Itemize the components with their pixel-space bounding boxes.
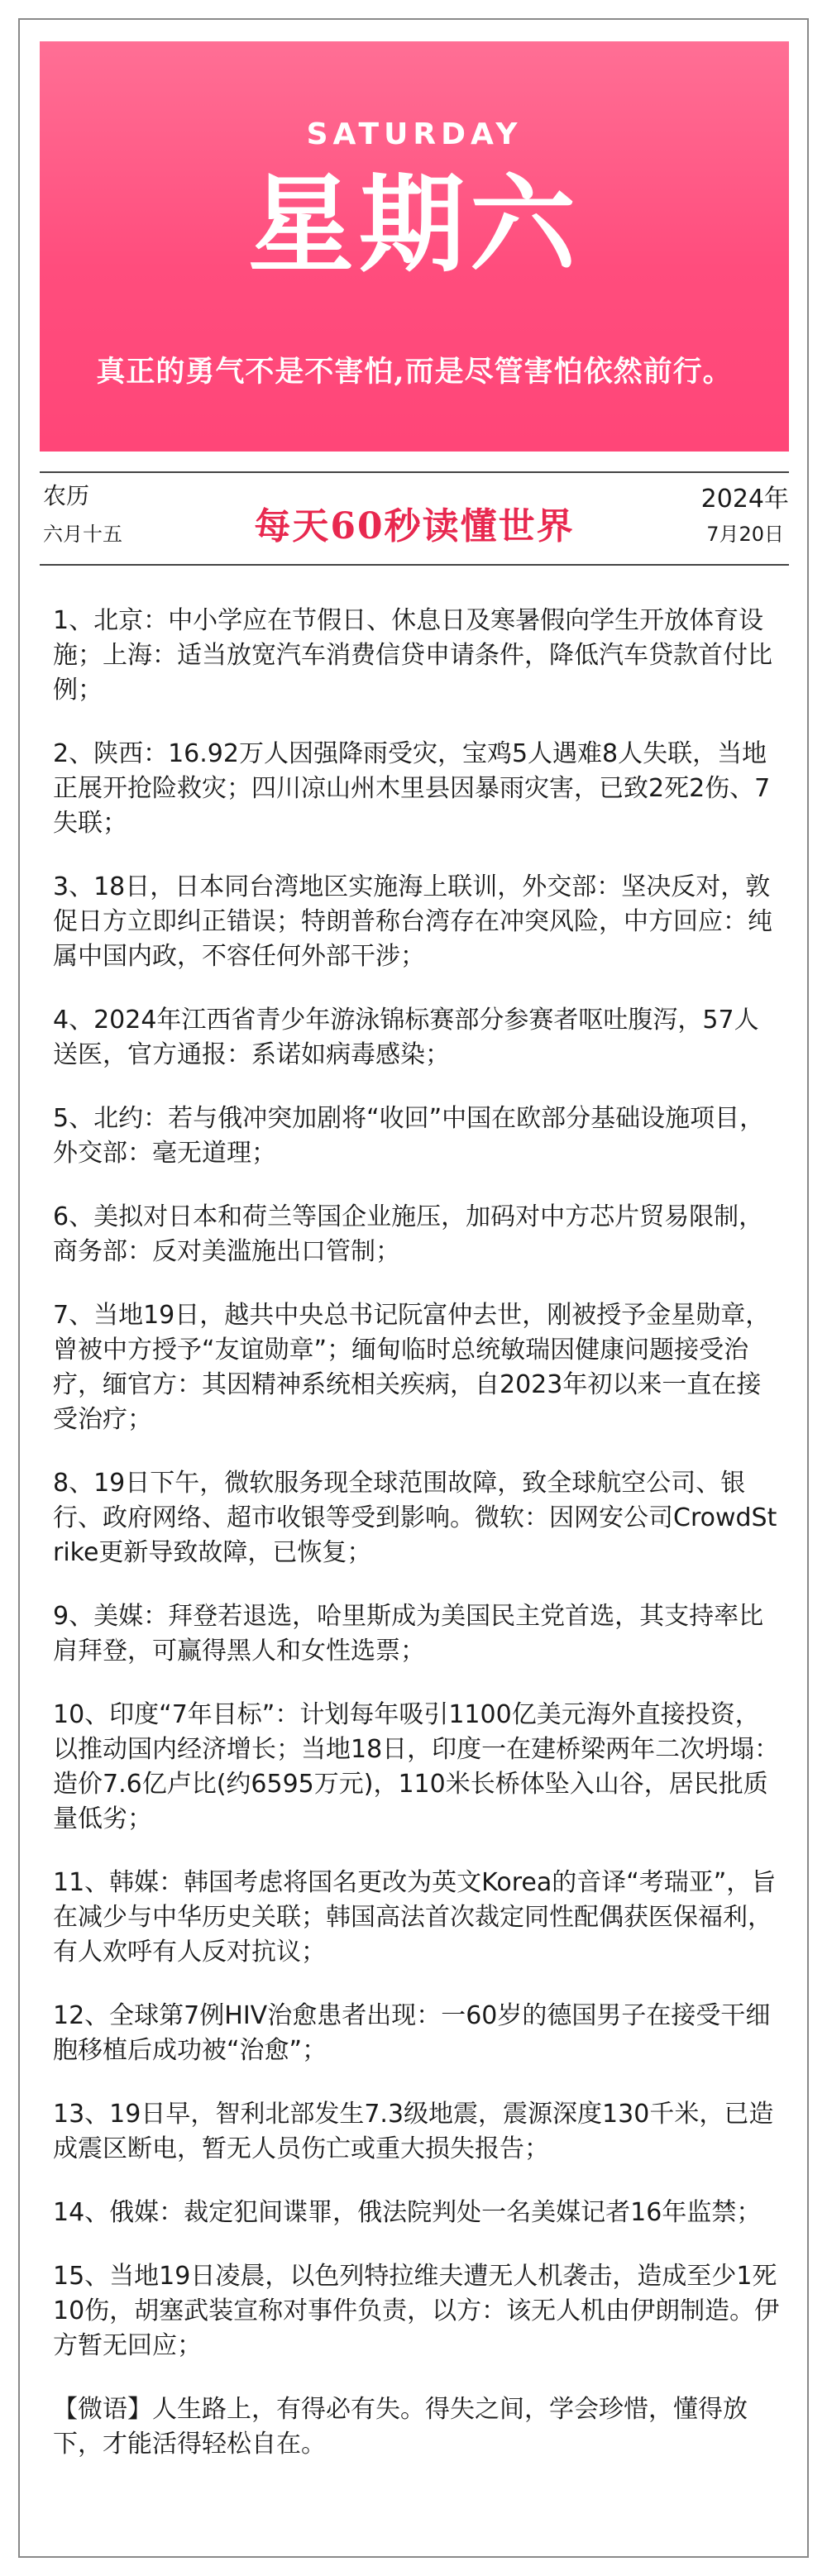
header-divider-top (40, 471, 789, 473)
news-list (53, 604, 781, 2491)
year-label: 2024年 (700, 485, 789, 514)
closing-quote: 【微语】人生路上，有得必有失。得失之间，学会珍惜，懂得放下，才能活得轻松自在。 (53, 2395, 748, 2459)
news-item: 8、19日下午，微软服务现全球范围故障，致全球航空公司、银行、政府网络、超市收银等受到影响。微软：因网安公司CrowdStrike更新导致故障，已恢复； (53, 1469, 777, 1567)
weekday-chinese: 星期六 (247, 164, 581, 287)
news-item: 11、韩媒：韩国考虑将国名更改为英文Korea的音译“考瑞亚”，旨在减少与中华历史关联；韩国高法首次裁定同性配偶获医保福利，有人欢呼有人反对抗议； (53, 1868, 777, 1967)
news-item: 12、全球第7例HIV治愈患者出现：一60岁的德国男子在接受干细胞移植后成功被“治愈”； (53, 2001, 771, 2065)
news-item: 10、印度“7年目标”：计划每年吸引1100亿美元海外直接投资，以推动国内经济增长；当地18日，印度一在建桥梁两年二次坍塌：造价7.6亿卢比(约6595万元)，110米长桥体坠入山谷，居民批质量低劣； (53, 1700, 780, 1833)
header-divider-bottom (40, 564, 789, 566)
news-item: 2、陕西：16.92万人因强降雨受灾，宝鸡5人遇难8人失联，当地正展开抢险救灾；四川凉山州木里县因暴雨灾害，已致2死2伤、7失联； (53, 739, 771, 838)
news-item: 14、俄媒：裁定犯间谍罪，俄法院判处一名美媒记者16年监禁； (53, 2198, 762, 2227)
news-item: 9、美媒：拜登若退选，哈里斯成为美国民主党首选，其支持率比肩拜登，可赢得黑人和女性选票； (53, 1602, 764, 1666)
lunar-date: 六月十五 (43, 523, 122, 546)
day-banner (40, 41, 789, 452)
banner-quote: 真正的勇气不是不害怕,而是尽管害怕依然前行。 (96, 355, 733, 389)
news-item: 5、北约：若与俄冲突加剧将“收回”中国在欧部分基础设施项目，外交部：毫无道理； (53, 1104, 765, 1168)
news-item: 1、北京：中小学应在节假日、休息日及寒暑假向学生开放体育设施；上海：适当放宽汽车消费信贷申请条件，降低汽车贷款首付比例； (53, 606, 772, 705)
news-item: 6、美拟对日本和荷兰等国企业施压，加码对中方芯片贸易限制，商务部：反对美滥施出口管制； (53, 1202, 764, 1266)
news-item: 15、当地19日凌晨，以色列特拉维夫遭无人机袭击，造成至少1死10伤，胡塞武装宣称对事件负责，以方：该无人机由伊朗制造。伊方暂无回应； (53, 2262, 780, 2360)
month-day-label: 7月20日 (706, 523, 784, 546)
page-title: 每天60秒读懂世界 (254, 505, 575, 547)
lunar-label: 农历 (43, 482, 90, 509)
date-header (40, 478, 789, 552)
news-item: 3、18日，日本同台湾地区实施海上联训，外交部：坚决反对，敦促日方立即纠正错误；特朗普称台湾存在冲突风险，中方回应：纯属中国内政，不容任何外部干涉； (53, 872, 772, 971)
news-item: 13、19日早，智利北部发生7.3级地震，震源深度130千米，已造成震区断电，暂无人员伤亡或重大损失报告； (53, 2100, 774, 2163)
news-item: 7、当地19日，越共中央总书记阮富仲去世，刚被授予金星勋章，曾被中方授予“友谊勋章”；缅甸临时总统敏瑞因健康问题接受治疗，缅官方：其因精神系统相关疾病，自2023年初以来一直在接受治疗； (53, 1301, 771, 1434)
news-item: 4、2024年江西省青少年游泳锦标赛部分参赛者呕吐腹泻，57人送医，官方通报：系诺如病毒感染； (53, 1006, 759, 1069)
weekday-english: SATURDAY (306, 117, 523, 151)
